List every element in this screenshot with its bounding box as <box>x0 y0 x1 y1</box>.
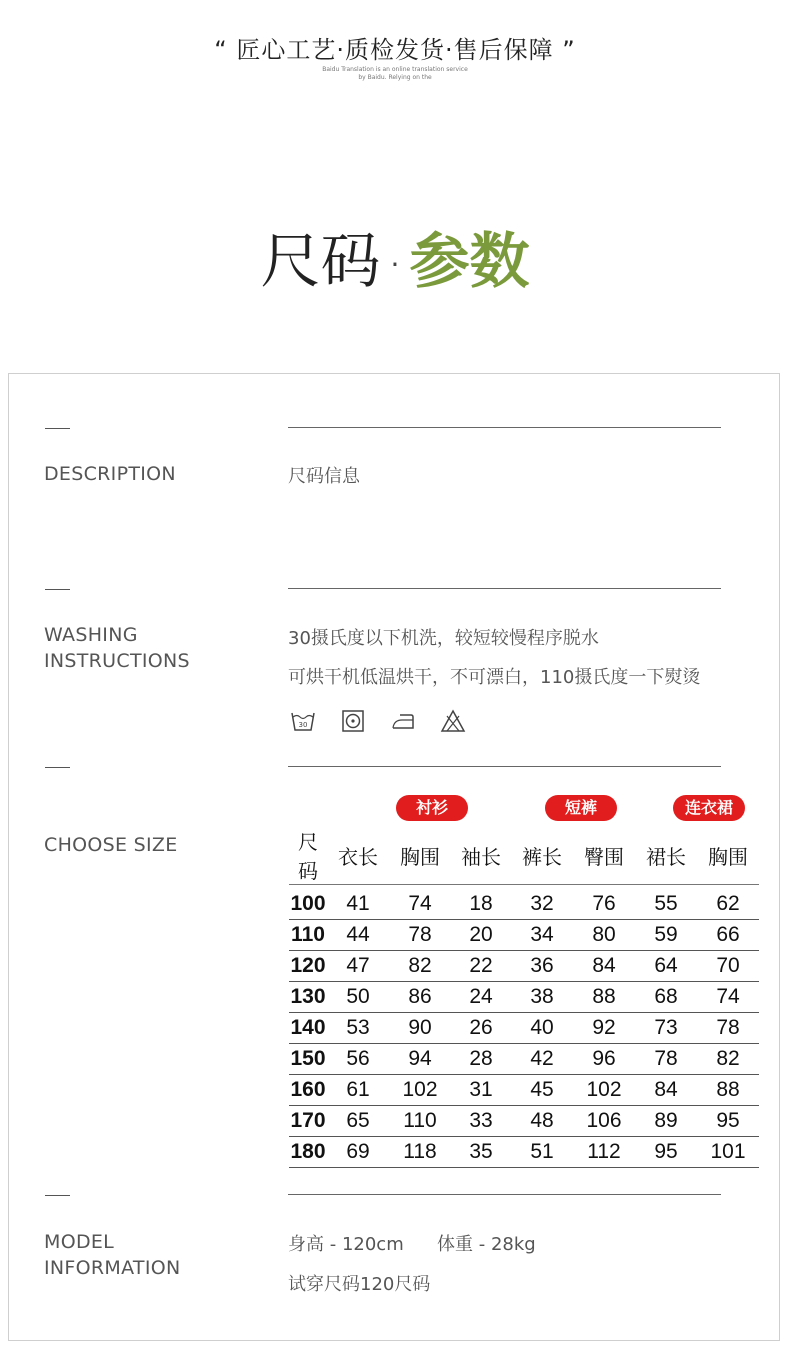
measure-cell: 28 <box>451 1044 511 1075</box>
washing-label <box>44 622 190 674</box>
section-dash <box>45 767 70 768</box>
measure-cell: 78 <box>389 920 451 951</box>
slogan-subtext-line1: Baidu Translation is an online translation service <box>322 66 468 73</box>
table-row <box>289 920 759 951</box>
table-row <box>289 982 759 1013</box>
model-label-line1: MODEL <box>44 1231 115 1253</box>
care-icons <box>290 708 485 738</box>
section-rule <box>288 1194 721 1195</box>
measure-cell: 50 <box>327 982 389 1013</box>
measure-cell: 36 <box>511 951 573 982</box>
page-title <box>0 222 790 305</box>
size-cell: 100 <box>289 885 327 920</box>
measure-cell: 92 <box>573 1013 635 1044</box>
header-hip: 臀围 <box>573 826 635 885</box>
measure-cell: 76 <box>573 885 635 920</box>
measure-cell: 32 <box>511 885 573 920</box>
size-cell: 150 <box>289 1044 327 1075</box>
description-label: DESCRIPTION <box>44 463 176 485</box>
badge-shorts: 短裤 <box>545 795 617 821</box>
badge-dress: 连衣裙 <box>673 795 745 821</box>
header-size: 尺码 <box>289 826 327 885</box>
table-row <box>289 1044 759 1075</box>
model-height: 身高 - 120cm <box>288 1234 404 1255</box>
measure-cell: 62 <box>697 885 759 920</box>
header-skirt-length: 裙长 <box>635 826 697 885</box>
svg-text:30: 30 <box>298 721 308 729</box>
measure-cell: 95 <box>635 1137 697 1168</box>
measure-cell: 22 <box>451 951 511 982</box>
badge-shirt: 衬衫 <box>396 795 468 821</box>
model-label-line2: INFORMATION <box>44 1257 181 1279</box>
measure-cell: 96 <box>573 1044 635 1075</box>
measure-cell: 40 <box>511 1013 573 1044</box>
size-cell: 110 <box>289 920 327 951</box>
measure-cell: 106 <box>573 1106 635 1137</box>
slogan-banner: “ 匠心工艺·质检发货·售后保障 ” <box>214 36 576 64</box>
measure-cell: 80 <box>573 920 635 951</box>
section-dash <box>45 428 70 429</box>
header-length: 衣长 <box>327 826 389 885</box>
measure-cell: 89 <box>635 1106 697 1137</box>
slogan-subtext <box>0 66 790 82</box>
measure-cell: 33 <box>451 1106 511 1137</box>
measure-cell: 44 <box>327 920 389 951</box>
wash-30-icon <box>290 708 316 734</box>
measure-cell: 65 <box>327 1106 389 1137</box>
measure-cell: 51 <box>511 1137 573 1168</box>
iron-icon <box>390 708 416 734</box>
measure-cell: 102 <box>389 1075 451 1106</box>
washing-line1: 30摄氏度以下机洗，较短较慢程序脱水 <box>288 628 599 649</box>
measure-cell: 42 <box>511 1044 573 1075</box>
table-row <box>289 1137 759 1168</box>
section-rule <box>288 427 721 428</box>
size-table-body <box>289 885 759 1168</box>
measure-cell: 84 <box>635 1075 697 1106</box>
measure-cell: 38 <box>511 982 573 1013</box>
measure-cell: 55 <box>635 885 697 920</box>
measure-cell: 86 <box>389 982 451 1013</box>
section-rule <box>288 766 721 767</box>
measure-cell: 102 <box>573 1075 635 1106</box>
size-cell: 180 <box>289 1137 327 1168</box>
measure-cell: 78 <box>635 1044 697 1075</box>
measure-cell: 18 <box>451 885 511 920</box>
measure-cell: 70 <box>697 951 759 982</box>
measure-cell: 69 <box>327 1137 389 1168</box>
size-cell: 130 <box>289 982 327 1013</box>
measure-cell: 73 <box>635 1013 697 1044</box>
measure-cell: 35 <box>451 1137 511 1168</box>
section-dash <box>45 1195 70 1196</box>
table-row <box>289 951 759 982</box>
title-part2: 参数 <box>409 227 530 297</box>
title-part1: 尺码 <box>260 227 381 297</box>
size-table <box>289 826 759 1168</box>
measure-cell: 101 <box>697 1137 759 1168</box>
tumble-dry-icon <box>340 708 366 734</box>
measure-cell: 82 <box>697 1044 759 1075</box>
section-dash <box>45 589 70 590</box>
measure-cell: 90 <box>389 1013 451 1044</box>
measure-cell: 74 <box>389 885 451 920</box>
size-cell: 140 <box>289 1013 327 1044</box>
washing-label-line1: WASHING <box>44 624 138 646</box>
size-table-header <box>289 826 759 885</box>
measure-cell: 64 <box>635 951 697 982</box>
size-cell: 120 <box>289 951 327 982</box>
model-weight: 体重 - 28kg <box>437 1234 536 1255</box>
slogan-subtext-line2: by Baidu. Relying on the <box>358 74 432 81</box>
table-row <box>289 1106 759 1137</box>
measure-cell: 56 <box>327 1044 389 1075</box>
measure-cell: 34 <box>511 920 573 951</box>
measure-cell: 88 <box>697 1075 759 1106</box>
model-label <box>44 1229 181 1281</box>
measure-cell: 20 <box>451 920 511 951</box>
measure-cell: 66 <box>697 920 759 951</box>
measure-cell: 95 <box>697 1106 759 1137</box>
measure-cell: 59 <box>635 920 697 951</box>
measure-cell: 88 <box>573 982 635 1013</box>
measure-cell: 61 <box>327 1075 389 1106</box>
table-row <box>289 1013 759 1044</box>
measure-cell: 94 <box>389 1044 451 1075</box>
table-row <box>289 885 759 920</box>
header-chest: 胸围 <box>389 826 451 885</box>
measure-cell: 82 <box>389 951 451 982</box>
title-separator: · <box>390 248 400 282</box>
header-sleeve: 袖长 <box>451 826 511 885</box>
no-bleach-icon <box>440 708 466 734</box>
measure-cell: 48 <box>511 1106 573 1137</box>
section-rule <box>288 588 721 589</box>
measure-cell: 31 <box>451 1075 511 1106</box>
measure-cell: 26 <box>451 1013 511 1044</box>
measure-cell: 118 <box>389 1137 451 1168</box>
table-row <box>289 1075 759 1106</box>
header-dress-chest: 胸围 <box>697 826 759 885</box>
measure-cell: 110 <box>389 1106 451 1137</box>
size-label: CHOOSE SIZE <box>44 834 178 856</box>
measure-cell: 53 <box>327 1013 389 1044</box>
measure-cell: 68 <box>635 982 697 1013</box>
size-cell: 170 <box>289 1106 327 1137</box>
measure-cell: 84 <box>573 951 635 982</box>
measure-cell: 24 <box>451 982 511 1013</box>
header-pants-length: 裤长 <box>511 826 573 885</box>
description-text: 尺码信息 <box>288 466 360 487</box>
washing-label-line2: INSTRUCTIONS <box>44 650 190 672</box>
measure-cell: 47 <box>327 951 389 982</box>
size-cell: 160 <box>289 1075 327 1106</box>
washing-line2: 可烘干机低温烘干，不可漂白，110摄氏度一下熨烫 <box>288 667 701 688</box>
measure-cell: 74 <box>697 982 759 1013</box>
model-tried-size: 试穿尺码120尺码 <box>288 1274 431 1295</box>
measure-cell: 45 <box>511 1075 573 1106</box>
measure-cell: 41 <box>327 885 389 920</box>
measure-cell: 112 <box>573 1137 635 1168</box>
measure-cell: 78 <box>697 1013 759 1044</box>
